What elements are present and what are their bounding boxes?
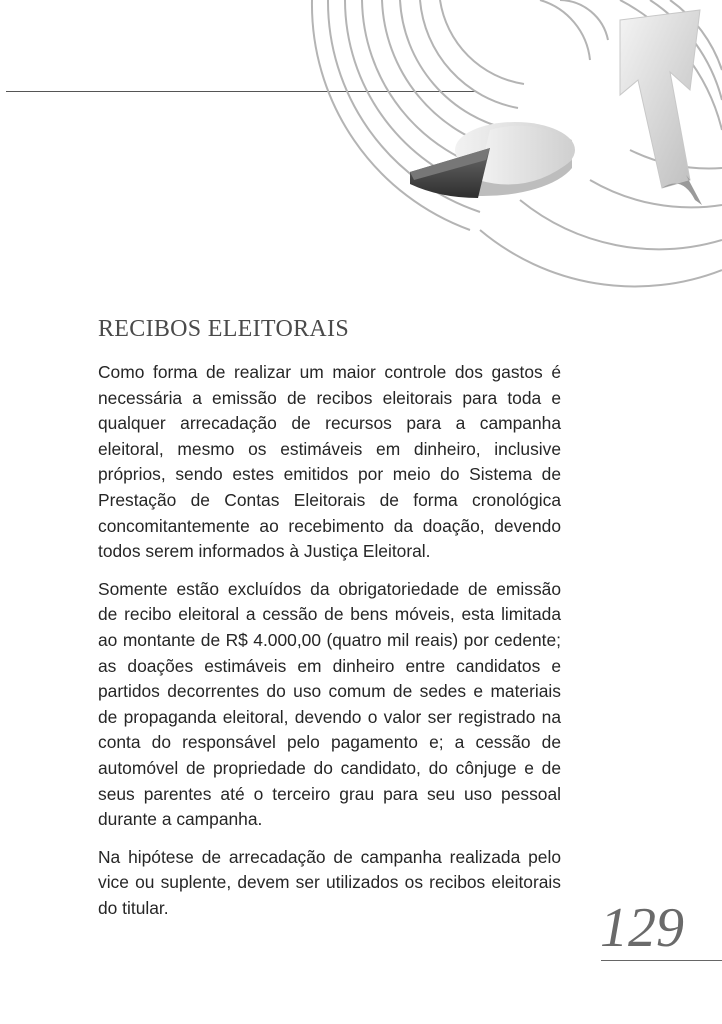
page-number-rule — [601, 960, 722, 961]
arrow-shape — [620, 10, 700, 188]
paragraph: Somente estão excluídos da obrigatoriedade de emissão de recibo eleitoral a cessão de bens móveis, esta limitada ao montante de R$ 4.000,00 (quatro mil reais) por cedente; as doações estimáveis em dinheiro entre candidatos e partidos decorrentes do uso comum de sedes e materiais de propaganda eleitoral, devendo o valor ser registrado na conta do responsável pelo pagamento e; a cessão de automóvel de propriedade do candidato, do cônjuge e de seus parentes até o terceiro grau para seu uso pessoal durante a campanha. — [98, 578, 561, 830]
page-number: 129 — [600, 897, 684, 959]
section-title: RECIBOS ELEITORAIS — [98, 316, 349, 342]
paragraph: Na hipótese de arrecadação de campanha realizada pelo vice ou suplente, devem ser utilizados os recibos eleitorais do titular. — [98, 846, 561, 918]
pie-chart-arrow-icon — [290, 0, 722, 300]
body-text — [98, 360, 561, 933]
paragraph: Como forma de realizar um maior controle dos gastos é necessária a emissão de recibos eleitorais para toda e qualquer arrecadação de recursos para a campanha eleitoral, mesmo os estimáveis em dinheiro, inclusive próprios, sendo estes emitidos por meio do Sistema de Prestação de Contas Eleitorais de forma cronológica concomitantemente ao recebimento da doação, devendo todos serem informados à Justiça Eleitoral. — [98, 362, 561, 562]
